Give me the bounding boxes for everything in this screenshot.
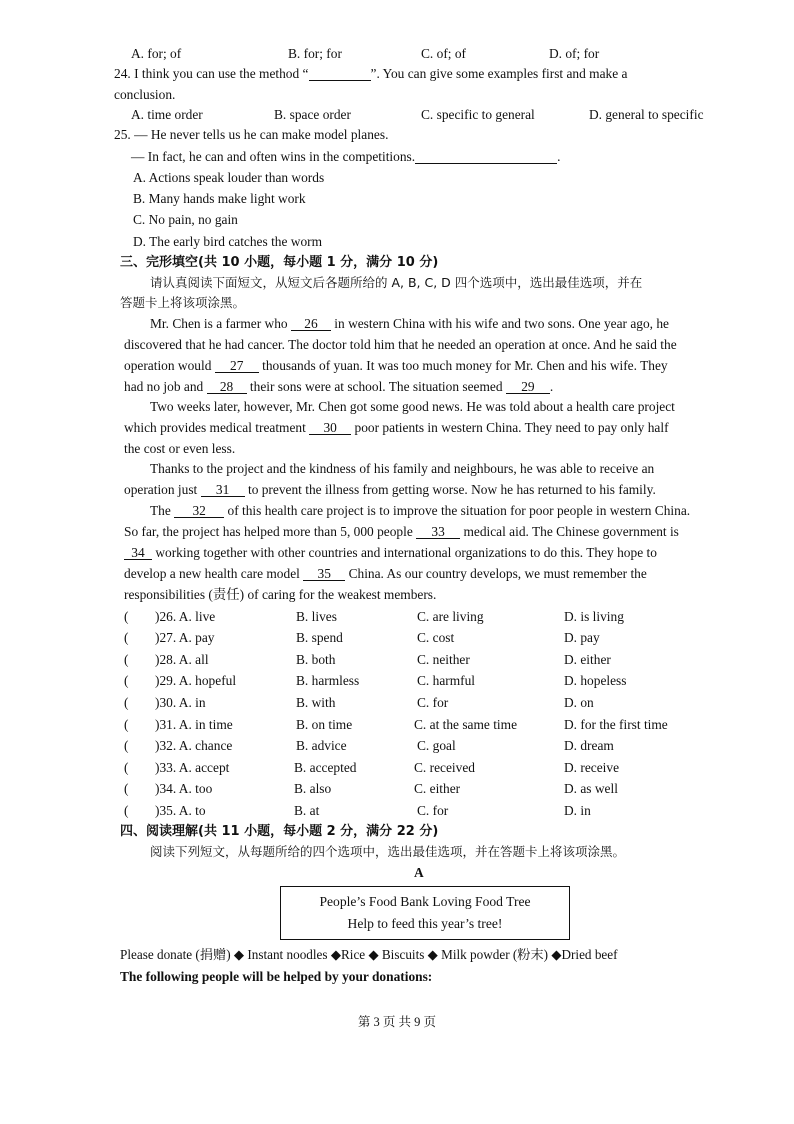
q30-option-d: D. on xyxy=(564,695,594,710)
blank-32: 32 xyxy=(174,504,224,518)
q25-line2 xyxy=(131,150,560,164)
blank-28: 28 xyxy=(207,380,247,394)
passage-p1-line4: had no job and 28 their sons were at school. The situation seemed 29 . xyxy=(124,379,554,394)
passage-p2-line3: the cost or even less. xyxy=(124,441,236,456)
passage-p1-line3: operation would 27 thousands of yuan. It was too much money for Mr. Chen and his wife. They xyxy=(124,358,668,373)
answer-paren: ( xyxy=(124,717,129,732)
q24-option-d: D. general to specific xyxy=(589,107,704,122)
q34-option-d: D. as well xyxy=(564,781,618,796)
blank-29: 29 xyxy=(506,380,550,394)
q25-option-d: D. The early bird catches the worm xyxy=(133,234,323,249)
passage-p4-line3: 34 working together with other countries and international organizations to do this. They hope to xyxy=(124,546,657,560)
q31-option-a: )31. A. in time xyxy=(155,717,233,732)
passage-p3-line1: Thanks to the project and the kindness of his family and neighbours, he was able to receive an xyxy=(150,461,655,476)
section3-instruction-2: 答题卡上将该项涂黑。 xyxy=(120,295,246,310)
donate-line: Please donate (捐赠) ◆ Instant noodles ◆Rice ◆ Biscuits ◆ Milk powder (粉末) ◆Dried beef xyxy=(120,947,618,962)
passage-p3-line2: operation just 31 to prevent the illness from getting worse. Now he has returned to his family. xyxy=(124,482,656,497)
q28-option-a: )28. A. all xyxy=(155,652,209,667)
page-footer: 第 3 页 共 9 页 xyxy=(357,1015,437,1029)
q27-option-a: )27. A. pay xyxy=(155,630,215,645)
passage-p1-line1: Mr. Chen is a farmer who 26 in western China with his wife and two sons. One year ago, he xyxy=(150,316,669,331)
q33-option-c: C. received xyxy=(414,760,475,775)
q30-option-a: )30. A. in xyxy=(155,695,206,710)
answer-paren: ( xyxy=(124,781,129,796)
q32-option-a: )32. A. chance xyxy=(155,738,233,753)
q24-stem xyxy=(114,67,627,81)
passage-p4-line4: develop a new health care model 35 China. As our country develops, we must remember the xyxy=(124,566,647,581)
box-subtitle: Help to feed this year’s tree! xyxy=(347,916,503,931)
q29-option-a: )29. A. hopeful xyxy=(155,673,237,688)
answer-paren: ( xyxy=(124,803,129,818)
passage-p1-line2: discovered that he had cancer. The doctor told him that he needed an operation at once. And he said the xyxy=(124,337,677,352)
q25-option-a: A. Actions speak louder than words xyxy=(133,170,325,185)
answer-paren: ( xyxy=(124,652,129,667)
q35-option-c: C. for xyxy=(417,803,449,818)
blank-30: 30 xyxy=(309,421,351,435)
q24-blank xyxy=(309,67,371,81)
q24-stem-cont: conclusion. xyxy=(114,87,176,102)
q27-option-c: C. cost xyxy=(417,630,455,645)
box-title: People’s Food Bank Loving Food Tree xyxy=(319,894,531,909)
q29-option-b: B. harmless xyxy=(296,673,360,688)
answer-paren: ( xyxy=(124,630,129,645)
section3-heading: 三、完形填空(共 10 小题，每小题 1 分，满分 10 分) xyxy=(120,255,439,270)
blank-26: 26 xyxy=(291,317,331,331)
q24-option-c: C. specific to general xyxy=(421,107,535,122)
answer-paren: ( xyxy=(124,738,129,753)
q27-option-b: B. spend xyxy=(296,630,343,645)
q26-option-a: )26. A. live xyxy=(155,609,216,624)
q23-option-a: A. for; of xyxy=(131,46,182,61)
passage-p4-line2: So far, the project has helped more than 5, 000 people 33 medical aid. The Chinese government is xyxy=(124,524,679,539)
q33-option-b: B. accepted xyxy=(294,760,357,775)
q24-text-a: 24. I think you can use the method “ xyxy=(114,66,309,81)
q24-option-b: B. space order xyxy=(274,107,351,122)
q35-option-b: B. at xyxy=(294,803,320,818)
q30-option-c: C. for xyxy=(417,695,449,710)
passage-p2-line2: which provides medical treatment 30 poor patients in western China. They need to pay only half xyxy=(124,420,669,435)
q32-option-b: B. advice xyxy=(296,738,347,753)
passage-letter: A xyxy=(414,865,424,880)
blank-34: 34 xyxy=(124,546,152,560)
q28-option-c: C. neither xyxy=(417,652,470,667)
blank-31: 31 xyxy=(201,483,245,497)
q25-option-b: B. Many hands make light work xyxy=(133,191,306,206)
helped-line: The following people will be helped by your donations: xyxy=(120,969,433,984)
section4-instruction: 阅读下列短文，从每题所给的四个选项中，选出最佳选项，并在答题卡上将该项涂黑。 xyxy=(150,844,626,859)
food-tree-box xyxy=(280,886,570,940)
q26-option-b: B. lives xyxy=(296,609,337,624)
answer-paren: ( xyxy=(124,695,129,710)
q29-option-c: C. harmful xyxy=(417,673,476,688)
answer-paren: ( xyxy=(124,673,129,688)
q35-option-d: D. in xyxy=(564,803,591,818)
answer-paren: ( xyxy=(124,609,129,624)
section3-instruction-1: 请认真阅读下面短文，从短文后各题所给的 A, B, C, D 四个选项中，选出最佳选项，并在 xyxy=(150,275,643,290)
q28-option-b: B. both xyxy=(296,652,336,667)
q34-option-c: C. either xyxy=(414,781,461,796)
q25-blank xyxy=(415,150,557,164)
q30-option-b: B. with xyxy=(296,695,336,710)
q31-option-d: D. for the first time xyxy=(564,717,668,732)
blank-35: 35 xyxy=(303,567,345,581)
q25-line2-text: — In fact, he can and often wins in the competitions. xyxy=(131,149,416,164)
q23-option-c: C. of; of xyxy=(421,46,467,61)
q28-option-d: D. either xyxy=(564,652,611,667)
q25-line1: 25. — He never tells us he can make model planes. xyxy=(114,127,389,142)
q34-option-b: B. also xyxy=(294,781,332,796)
q32-option-d: D. dream xyxy=(564,738,614,753)
q32-option-c: C. goal xyxy=(417,738,456,753)
passage-p4-line5: responsibilities (责任) of caring for the weakest members. xyxy=(124,587,437,602)
q35-option-a: )35. A. to xyxy=(155,803,206,818)
q24-text-b: ”. You can give some examples first and make a xyxy=(370,66,628,81)
q26-option-d: D. is living xyxy=(564,609,624,624)
q27-option-d: D. pay xyxy=(564,630,600,645)
q31-option-b: B. on time xyxy=(296,717,353,732)
q31-option-c: C. at the same time xyxy=(414,717,518,732)
q26-option-c: C. are living xyxy=(417,609,484,624)
q34-option-a: )34. A. too xyxy=(155,781,213,796)
blank-27: 27 xyxy=(215,359,259,373)
q33-option-d: D. receive xyxy=(564,760,620,775)
q25-option-c: C. No pain, no gain xyxy=(133,212,238,227)
q23-option-d: D. of; for xyxy=(549,46,600,61)
q33-option-a: )33. A. accept xyxy=(155,760,230,775)
passage-p2-line1: Two weeks later, however, Mr. Chen got some good news. He was told about a health care project xyxy=(150,399,675,414)
section4-heading: 四、阅读理解(共 11 小题，每小题 2 分，满分 22 分) xyxy=(120,824,439,839)
passage-p4-line1: The 32 of this health care project is to improve the situation for poor people in western China. xyxy=(150,503,691,518)
q25-line2-end: . xyxy=(557,149,561,164)
blank-33: 33 xyxy=(416,525,460,539)
q24-option-a: A. time order xyxy=(131,107,203,122)
q29-option-d: D. hopeless xyxy=(564,673,627,688)
answer-paren: ( xyxy=(124,760,129,775)
q23-option-b: B. for; for xyxy=(288,46,342,61)
